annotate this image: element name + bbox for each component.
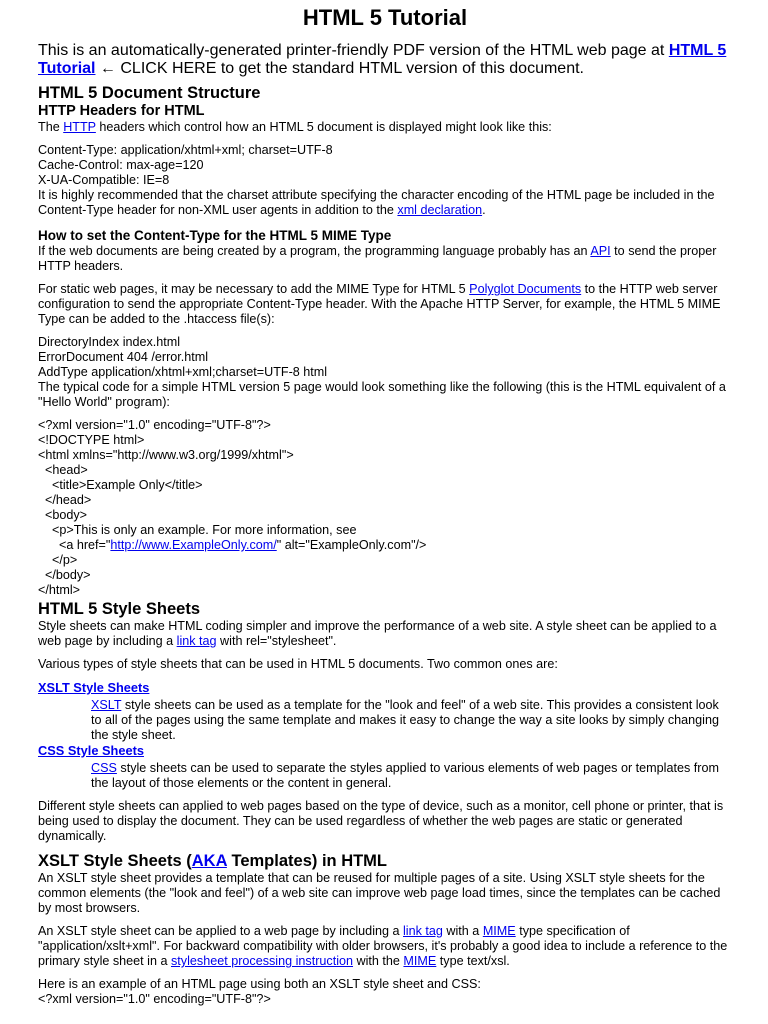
code-line: <?xml version="1.0" encoding="UTF-8"?> [38, 418, 271, 432]
htaccess-line: DirectoryIndex index.html [38, 335, 181, 349]
link-tag-link-2[interactable]: link tag [403, 924, 443, 938]
code-line: <p>This is only an example. For more information, see [38, 523, 357, 537]
subheading-http-headers: HTTP Headers for HTML [38, 103, 205, 119]
intro-click-text: ← CLICK HERE to get the standard HTML version of this document. [95, 60, 584, 77]
static-pages-paragraph: For static web pages, it may be necessary to add the MIME Type for HTML 5 Polyglot Documents to the HTTP web server configuration to send the appropriate Content-Type header. With the Apache HTTP Server, for example, the HTML 5 MIME Type can be added to the .htaccess file(s): [38, 282, 721, 326]
style-sheet-types-list [38, 680, 732, 791]
htaccess-example [38, 335, 732, 380]
code-line: <?xml version="1.0" encoding="UTF-8"?> [38, 992, 271, 1006]
css-style-sheets-link[interactable]: CSS Style Sheets [38, 743, 144, 758]
http-link[interactable]: HTTP [63, 120, 96, 134]
link-tag-link[interactable]: link tag [176, 634, 217, 648]
htaccess-line: ErrorDocument 404 /error.html [38, 350, 209, 364]
hello-world-paragraph: The typical code for a simple HTML version 5 page would look something like the following (this is the HTML equivalent of a "Hello World" program): [38, 380, 726, 409]
polyglot-documents-link[interactable]: Polyglot Documents [469, 282, 582, 296]
example-intro-paragraph: Here is an example of an HTML page using both an XSLT style sheet and CSS: [38, 977, 481, 991]
xslt-link[interactable]: XSLT [91, 698, 122, 712]
mime-link-2[interactable]: MIME [403, 954, 437, 968]
html-code-example [38, 418, 732, 598]
stylesheet-processing-instruction-link[interactable]: stylesheet processing instruction [171, 954, 354, 968]
subheading-content-type: How to set the Content-Type for the HTML 5 MIME Type [38, 228, 392, 243]
charset-paragraph: It is highly recommended that the charset attribute specifying the character encoding of the HTML page be included in the Content-Type header for non-XML user agents in addition to the xml declaration. [38, 188, 715, 217]
code-line: </p> [38, 553, 78, 567]
htaccess-line: AddType application/xhtml+xml;charset=UTF-8 html [38, 365, 328, 379]
intro-paragraph [38, 42, 732, 78]
xslt-style-sheets-link[interactable]: XSLT Style Sheets [38, 680, 150, 695]
document-page [38, 4, 732, 1007]
code-line: <title>Example Only</title> [38, 478, 203, 492]
aka-link[interactable]: AKA [191, 852, 227, 870]
header-line: Content-Type: application/xhtml+xml; charset=UTF-8 [38, 143, 333, 157]
types-paragraph: Various types of style sheets that can be used in HTML 5 documents. Two common ones are: [38, 657, 558, 671]
code-line: </head> [38, 493, 92, 507]
api-paragraph: If the web documents are being created by a program, the programming language probably has an API to send the proper HTTP headers. [38, 244, 717, 273]
section-heading-xslt-templates: XSLT Style Sheets (AKA Templates) in HTML [38, 852, 388, 870]
device-paragraph: Different style sheets can applied to web pages based on the type of device, such as a monitor, cell phone or printer, that is being used to display the document. They can be used regardless of whether the web pages are static or generated dynamically. [38, 799, 724, 843]
code-line: <head> [38, 463, 88, 477]
http-paragraph: The HTTP headers which control how an HTML 5 document is displayed might look like this: [38, 120, 552, 134]
xslt-apply-paragraph: An XSLT style sheet can be applied to a web page by including a link tag with a MIME type specification of "application/xslt+xml". For backward compatibility with older browsers, it's probably a good idea to include a reference to the primary style sheet in a stylesheet processing instruction with the MIME type text/xsl. [38, 924, 728, 968]
xml-declaration-link[interactable]: xml declaration [397, 203, 483, 217]
code-line: <body> [38, 508, 88, 522]
html5-tutorial-link[interactable]: HTML 5 Tutorial [38, 42, 727, 77]
intro-text: This is an automatically-generated printer-friendly PDF version of the HTML web page at [38, 42, 669, 59]
code-line: </body> [38, 568, 91, 582]
code-line: <html xmlns="http://www.w3.org/1999/xhtml"> [38, 448, 294, 462]
xslt-template-paragraph: An XSLT style sheet provides a template that can be reused for multiple pages of a site. Using XSLT style sheets for the common elements (the "look and feel") of a web site can improve web page load times, since the templates can be cached by most browsers. [38, 871, 721, 915]
http-headers-example [38, 143, 732, 188]
exampleonly-link[interactable]: http://www.ExampleOnly.com/ [110, 538, 277, 552]
section-heading-document-structure: HTML 5 Document Structure [38, 84, 261, 102]
header-line: X-UA-Compatible: IE=8 [38, 173, 170, 187]
code-line: <!DOCTYPE html> [38, 433, 145, 447]
code-line: </html> [38, 583, 80, 597]
api-link[interactable]: API [590, 244, 611, 258]
style-sheets-paragraph: Style sheets can make HTML coding simpler and improve the performance of a web site. A style sheet can be applied to a web page by including a link tag with rel="stylesheet". [38, 619, 717, 648]
section-heading-style-sheets: HTML 5 Style Sheets [38, 600, 200, 618]
css-link[interactable]: CSS [91, 761, 117, 775]
page-title: HTML 5 Tutorial [302, 5, 468, 30]
mime-link[interactable]: MIME [482, 924, 516, 938]
header-line: Cache-Control: max-age=120 [38, 158, 204, 172]
code-line: <a href="http://www.ExampleOnly.com/" alt="ExampleOnly.com"/> [38, 538, 427, 552]
css-description: CSS style sheets can be used to separate the styles applied to various elements of web pages or templates from the layout of those elements or the content in general. [91, 761, 719, 790]
xslt-description: XSLT style sheets can be used as a template for the "look and feel" of a web site. This provides a consistent look to all of the pages using the same template and makes it easy to change the way a site looks by simply changing the style sheet. [91, 698, 719, 742]
